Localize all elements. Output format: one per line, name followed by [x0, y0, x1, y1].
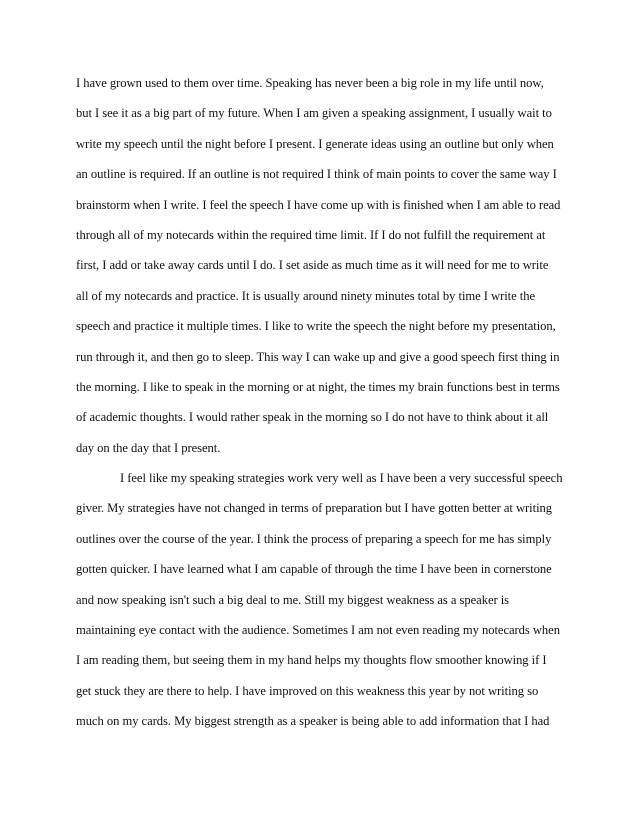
text-line: run through it, and then go to sleep. This way I can wake up and give a good speech first thing in [76, 349, 560, 364]
text-line: first, I add or take away cards until I do. I set aside as much time as it will need for me to write [76, 258, 549, 273]
text-line: get stuck they are there to help. I have improved on this weakness this year by not writing so [76, 683, 539, 698]
document-body [76, 68, 563, 737]
text-line: I am reading them, but seeing them in my hand helps my thoughts flow smoother knowing if I [76, 653, 547, 668]
paragraph-1 [76, 68, 561, 463]
text-line: maintaining eye contact with the audience. Sometimes I am not even reading my notecards when [76, 623, 560, 638]
text-line: and now speaking isn't such a big deal to me. Still my biggest weakness as a speaker is [76, 592, 510, 607]
text-line: day on the day that I present. [76, 440, 221, 455]
text-line: of academic thoughts. I would rather speak in the morning so I do not have to think about it all [76, 410, 549, 425]
text-line: gotten quicker. I have learned what I am capable of through the time I have been in cornerstone [76, 562, 552, 577]
text-line: brainstorm when I write. I feel the speech I have come up with is finished when I am able to read [76, 197, 561, 212]
text-line: an outline is required. If an outline is not required I think of main points to cover the same way I [76, 167, 557, 182]
paragraph-2 [76, 463, 563, 737]
text-line: giver. My strategies have not changed in terms of preparation but I have gotten better at writing [76, 501, 553, 516]
text-line: I have grown used to them over time. Speaking has never been a big role in my life until now, [76, 76, 544, 90]
text-line: the morning. I like to speak in the morning or at night, the times my brain functions best in terms [76, 379, 560, 394]
text-line: much on my cards. My biggest strength as a speaker is being able to add information that I had [76, 714, 550, 729]
text-line: but I see it as a big part of my future. When I am given a speaking assignment, I usually wait to [76, 106, 552, 121]
text-line: speech and practice it multiple times. I like to write the speech the night before my presentation, [76, 319, 556, 334]
text-line: outlines over the course of the year. I think the process of preparing a speech for me has simply [76, 531, 552, 546]
text-line-indented: I feel like my speaking strategies work very well as I have been a very successful speech [120, 471, 563, 486]
text-line: write my speech until the night before I present. I generate ideas using an outline but only when [76, 136, 554, 151]
text-line: through all of my notecards within the required time limit. If I do not fulfill the requirement at [76, 227, 546, 242]
text-line: all of my notecards and practice. It is usually around ninety minutes total by time I write the [76, 288, 535, 303]
